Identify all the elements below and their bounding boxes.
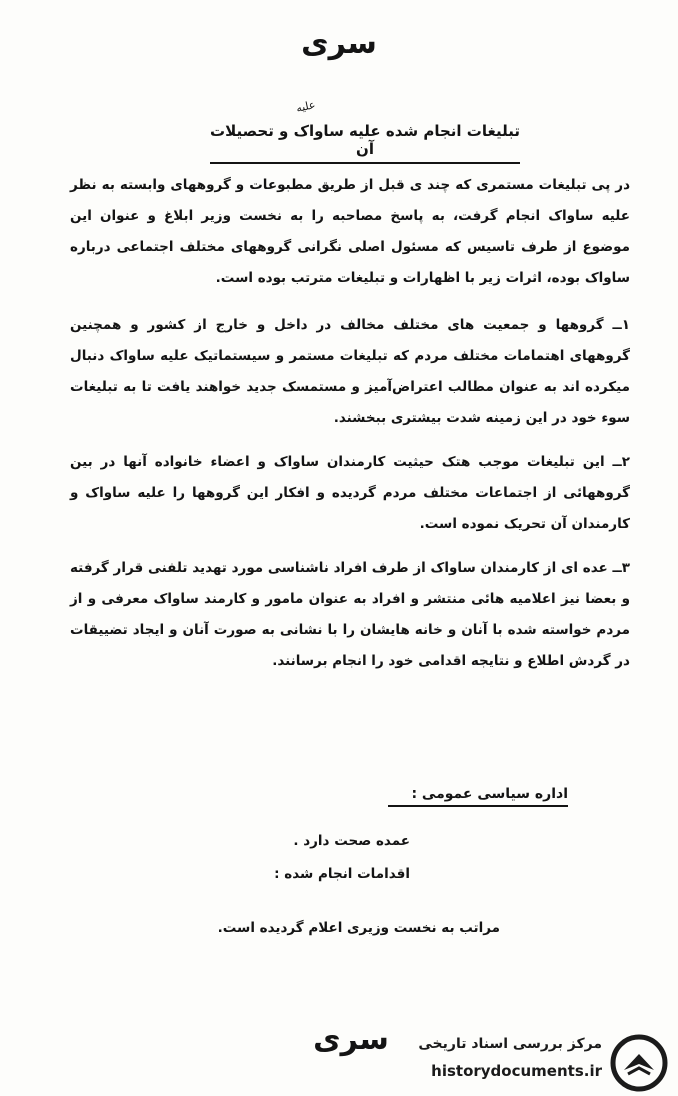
classification-footer: سری <box>313 1022 389 1057</box>
classification-header: سری <box>301 26 377 61</box>
item-text: گروهها و جمعیت های مختلف مخالف در داخل و خارج از کشور و همچنین گروههای اهتمامات مختلف مردم که تبلیغات مستمر و سیستماتیک علیه ساواک دنبال میکرده اند به عنوان مطالب اعتراض‌آمیز و مستمسک جدید خواهند یافت تا به تبلیغات سوء خود در این زمینه شدت بیشتری ببخشند. <box>70 317 630 426</box>
watermark-url: historydocuments.ir <box>431 1062 602 1080</box>
title-handwritten-note: علیه <box>294 98 317 115</box>
list-item <box>70 553 630 677</box>
book-seal-icon <box>610 1034 668 1092</box>
item-text: عده ای از کارمندان ساواک از طرف افراد ناشناسی مورد تهدید تلفنی قرار گرفته و بعضا نیز اعلامیه هائی منتشر و افراد به عنوان مامور و کارمند ساواک معرفی و از مردم خواسته شده با آنان و خانه هایشان را با نشانی به صورت آنان و ایجاد تضییقات در گردش اطلاع و نتایجه اقدامی خود را انجام برسانند. <box>70 560 630 669</box>
item-text: این تبلیغات موجب هتک حیثیت کارمندان ساواک و اعضاء خانواده آنها در بین گروههائی از اجتماعات مختلف مردم گردیده و افکار این گروهها را علیه ساواک و کارمندان آن تحریک نموده است. <box>70 454 630 532</box>
item-number: ۲ــ <box>612 454 630 470</box>
watermark <box>404 1030 674 1092</box>
list-item <box>70 310 630 434</box>
note-line: عمده صحت دارد . <box>293 833 410 849</box>
notes-heading: اداره سیاسی عمومی : <box>388 786 568 807</box>
note-line: مراتب به نخست وزیری اعلام گردیده است. <box>217 920 500 936</box>
item-number: ۱ــ <box>612 317 630 333</box>
note-line: اقدامات انجام شده : <box>274 866 410 882</box>
list-item <box>70 447 630 540</box>
item-number: ۳ــ <box>612 560 630 576</box>
intro-paragraph: در پی تبلیغات مستمری که چند ی قبل از طریق مطبوعات و گروههای وابسته به نظر علیه ساواک انجام گرفت، به پاسخ مصاحبه را به نخست وزیر ابلاغ و عنوان این موضوع از طرف تاسیس که مسئول اصلی نگرانی گروههای مختلف اجتماعی درباره ساواک بوده، اثرات زیر با اظهارات و تبلیغات مترتب بوده است. <box>70 177 630 286</box>
document-title: تبلیغات انجام شده علیه ساواک و تحصیلات آن <box>210 122 520 164</box>
watermark-name: مرکز بررسی اسناد تاریخی <box>418 1036 602 1052</box>
